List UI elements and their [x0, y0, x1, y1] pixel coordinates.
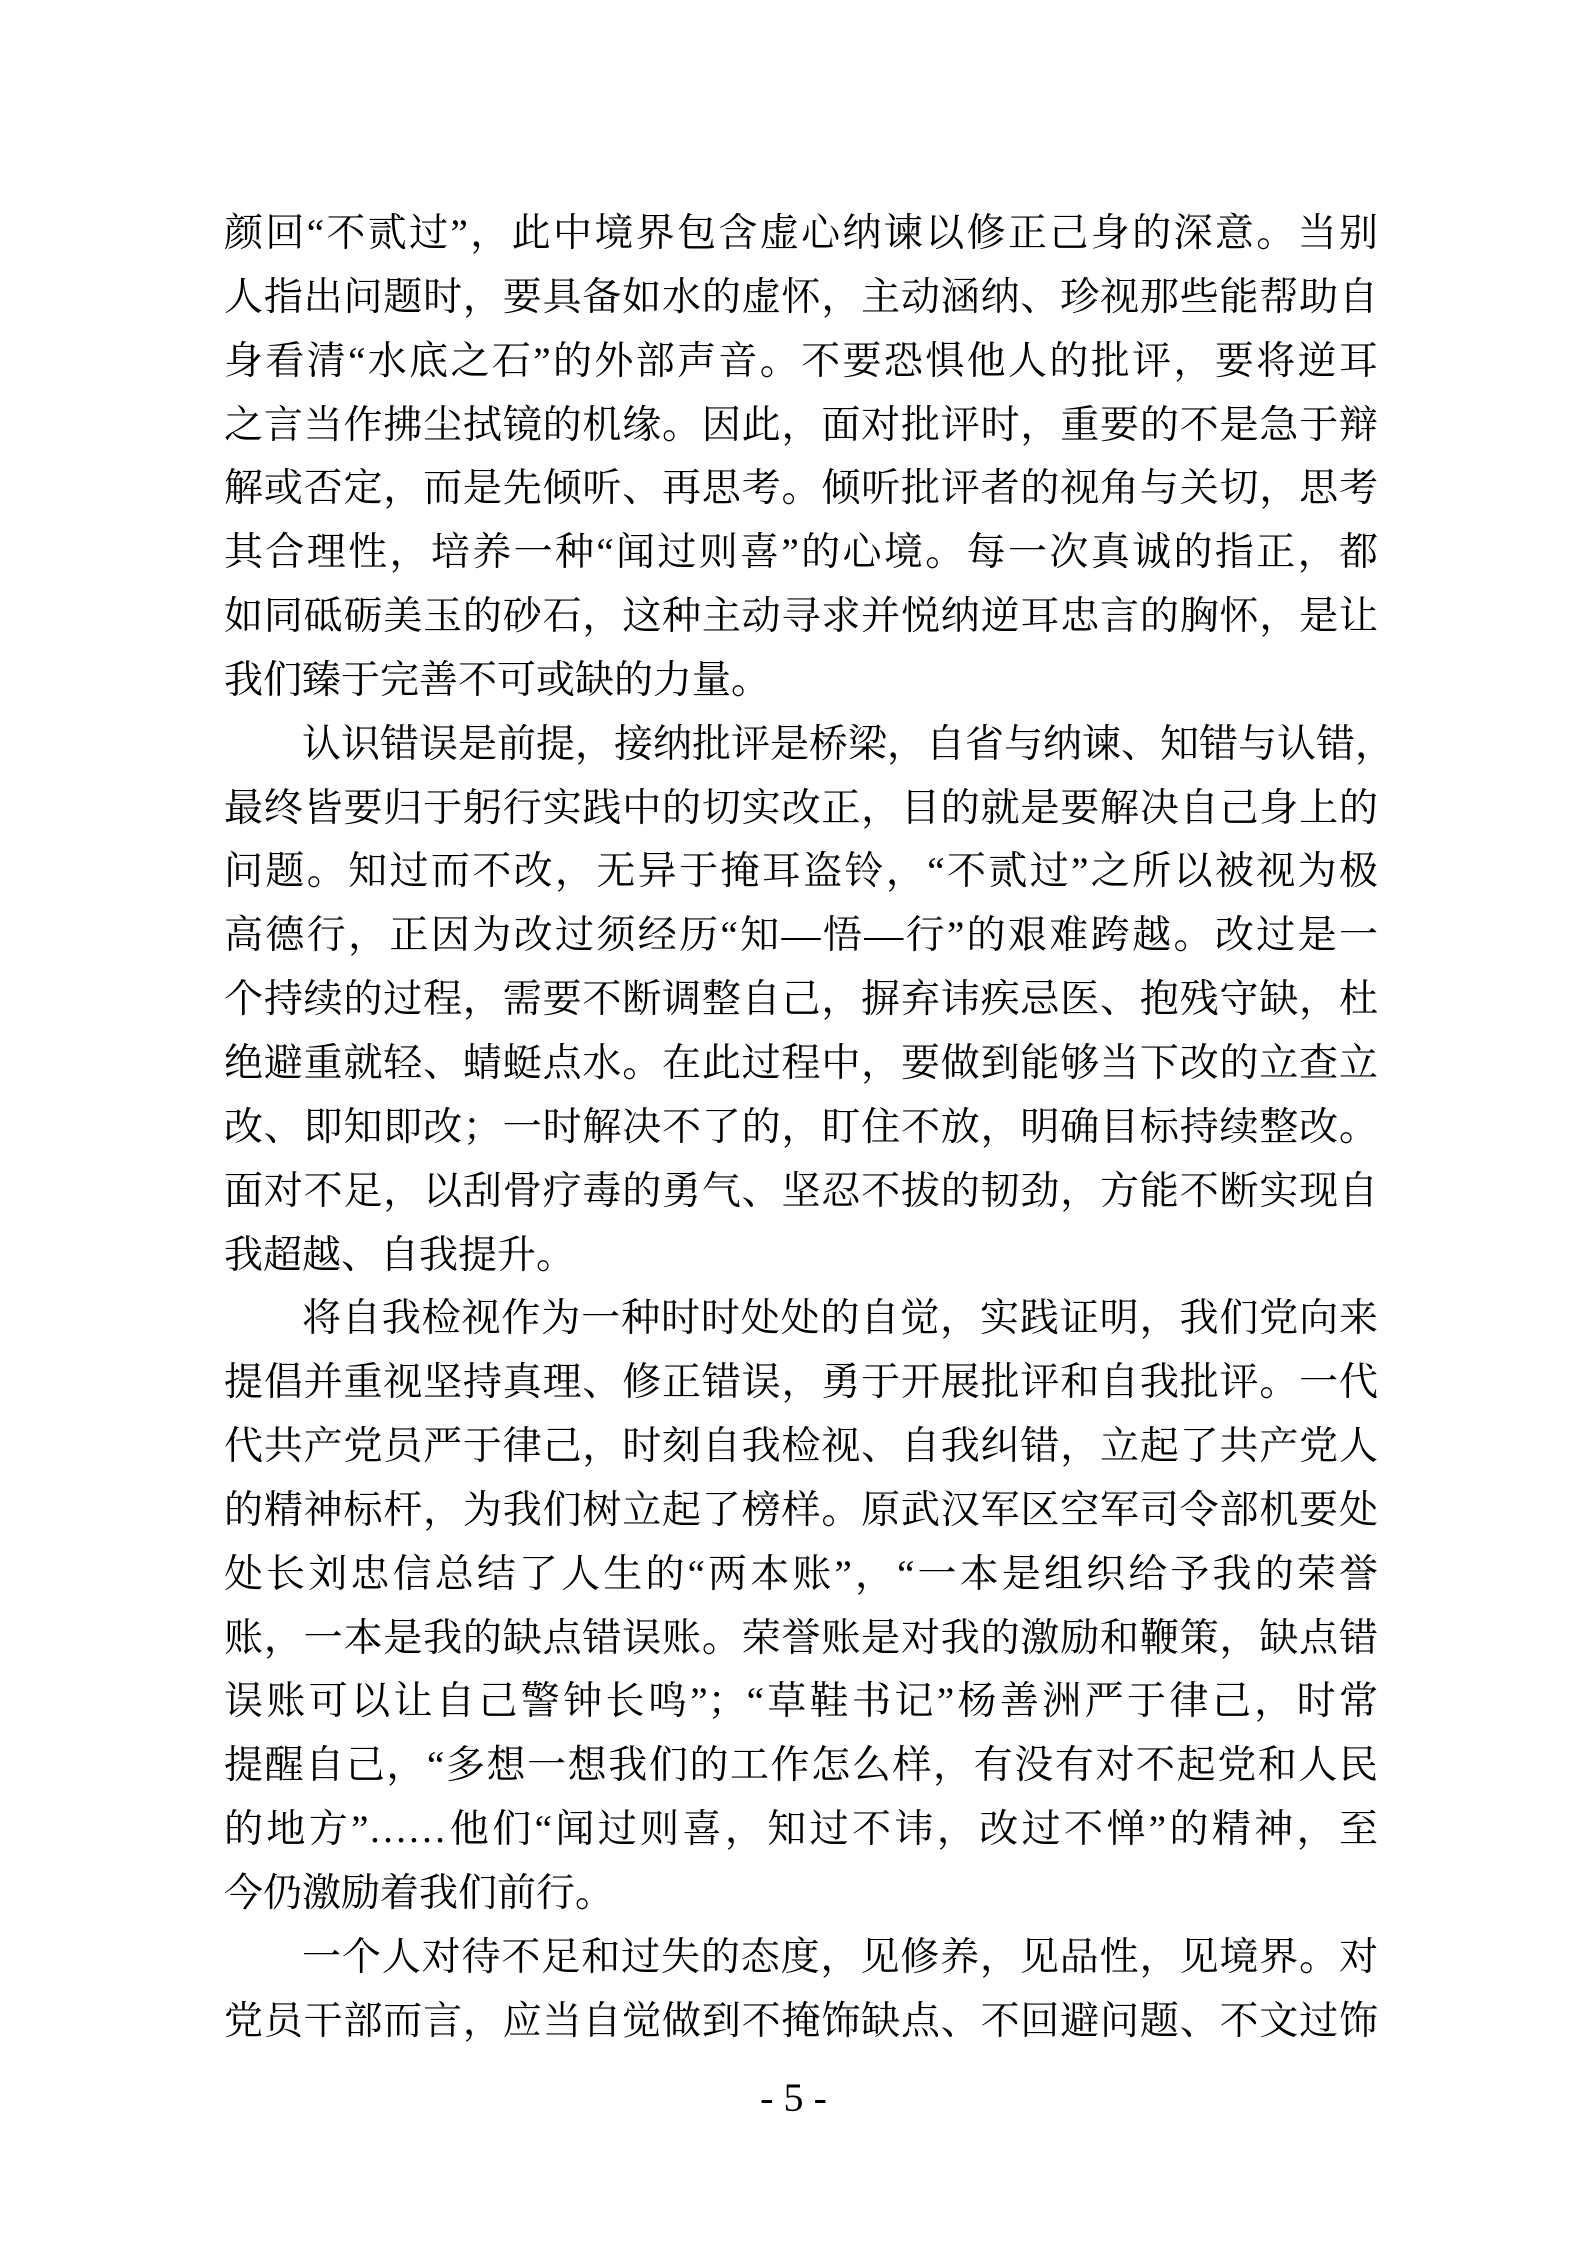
text-line: 最终皆要归于躬行实践中的切实改正，目的就是要解决自己身上的 [224, 786, 1378, 830]
text-line: 身看清“水底之石”的外部声音。不要恐惧他人的批评，要将逆耳 [224, 339, 1378, 383]
text-line: 的地方”……他们“闻过则喜，知过不讳，改过不惮”的精神，至 [224, 1808, 1378, 1852]
text-line: 问题。知过而不改，无异于掩耳盗铃，“不贰过”之所以被视为极 [224, 850, 1378, 894]
page-footer [0, 2074, 1587, 2122]
text-line: 颜回“不贰过”，此中境界包含虚心纳谏以修正己身的深意。当别 [224, 212, 1378, 255]
text-line: 改、即知即改；一时解决不了的，盯住不放，明确目标持续整改。 [224, 1105, 1378, 1149]
text-line: 提醒自己，“多想一想我们的工作怎么样，有没有对不起党和人民 [224, 1744, 1378, 1788]
text-line: 个持续的过程，需要不断调整自己，摒弃讳疾忌医、抱残守缺，杜 [224, 978, 1378, 1022]
text-line: 代共产党员严于律己，时刻自我检视、自我纠错，立起了共产党人 [224, 1425, 1378, 1469]
text-line: 人指出问题时，要具备如水的虚怀，主动涵纳、珍视那些能帮助自 [224, 275, 1378, 319]
text-line: 面对不足，以刮骨疗毒的勇气、坚忍不拔的韧劲，方能不断实现自 [224, 1169, 1378, 1213]
text-line: 我超越、自我提升。 [224, 1233, 576, 1277]
document-body [224, 202, 1395, 2053]
text-line: 解或否定，而是先倾听、再思考。倾听批评者的视角与关切，思考 [224, 467, 1378, 511]
text-line: 处长刘忠信总结了人生的“两本账”，“一本是组织给予我的荣誉 [224, 1552, 1378, 1596]
text-line: 的精神标杆，为我们树立起了榜样。原武汉军区空军司令部机要处 [224, 1488, 1378, 1532]
text-line: 账，一本是我的缺点错误账。荣誉账是对我的激励和鞭策，缺点错 [224, 1616, 1378, 1660]
text-line: 如同砥砺美玉的砂石，这种主动寻求并悦纳逆耳忠言的胸怀，是让 [224, 595, 1378, 639]
text-line: 我们臻于完善不可或缺的力量。 [224, 658, 771, 702]
page-number: - 5 - [760, 2075, 827, 2120]
text-line: 误账可以让自己警钟长鸣”；“草鞋书记”杨善洲严于律己，时常 [224, 1680, 1378, 1724]
text-line: 高德行，正因为改过须经历“知—悟—行”的艰难跨越。改过是一 [224, 914, 1378, 958]
text-line: 其合理性，培养一种“闻过则喜”的心境。每一次真诚的指正，都 [224, 531, 1378, 575]
text-line: 之言当作拂尘拭镜的机缘。因此，面对批评时，重要的不是急于辩 [224, 403, 1378, 447]
text-line: 绝避重就轻、蜻蜓点水。在此过程中，要做到能够当下改的立查立 [224, 1041, 1378, 1085]
text-line: 认识错误是前提，接纳批评是桥梁，自省与纳谏、知错与认错， [302, 722, 1395, 766]
text-line: 今仍激励着我们前行。 [224, 1871, 615, 1915]
text-line: 党员干部而言，应当自觉做到不掩饰缺点、不回避问题、不文过饰 [224, 1999, 1378, 2043]
text-line: 一个人对待不足和过失的态度，见修养，见品性，见境界。对 [302, 1935, 1378, 1979]
text-line: 提倡并重视坚持真理、修正错误，勇于开展批评和自我批评。一代 [224, 1361, 1378, 1405]
text-line: 将自我检视作为一种时时处处的自觉，实践证明，我们党向来 [302, 1297, 1378, 1341]
